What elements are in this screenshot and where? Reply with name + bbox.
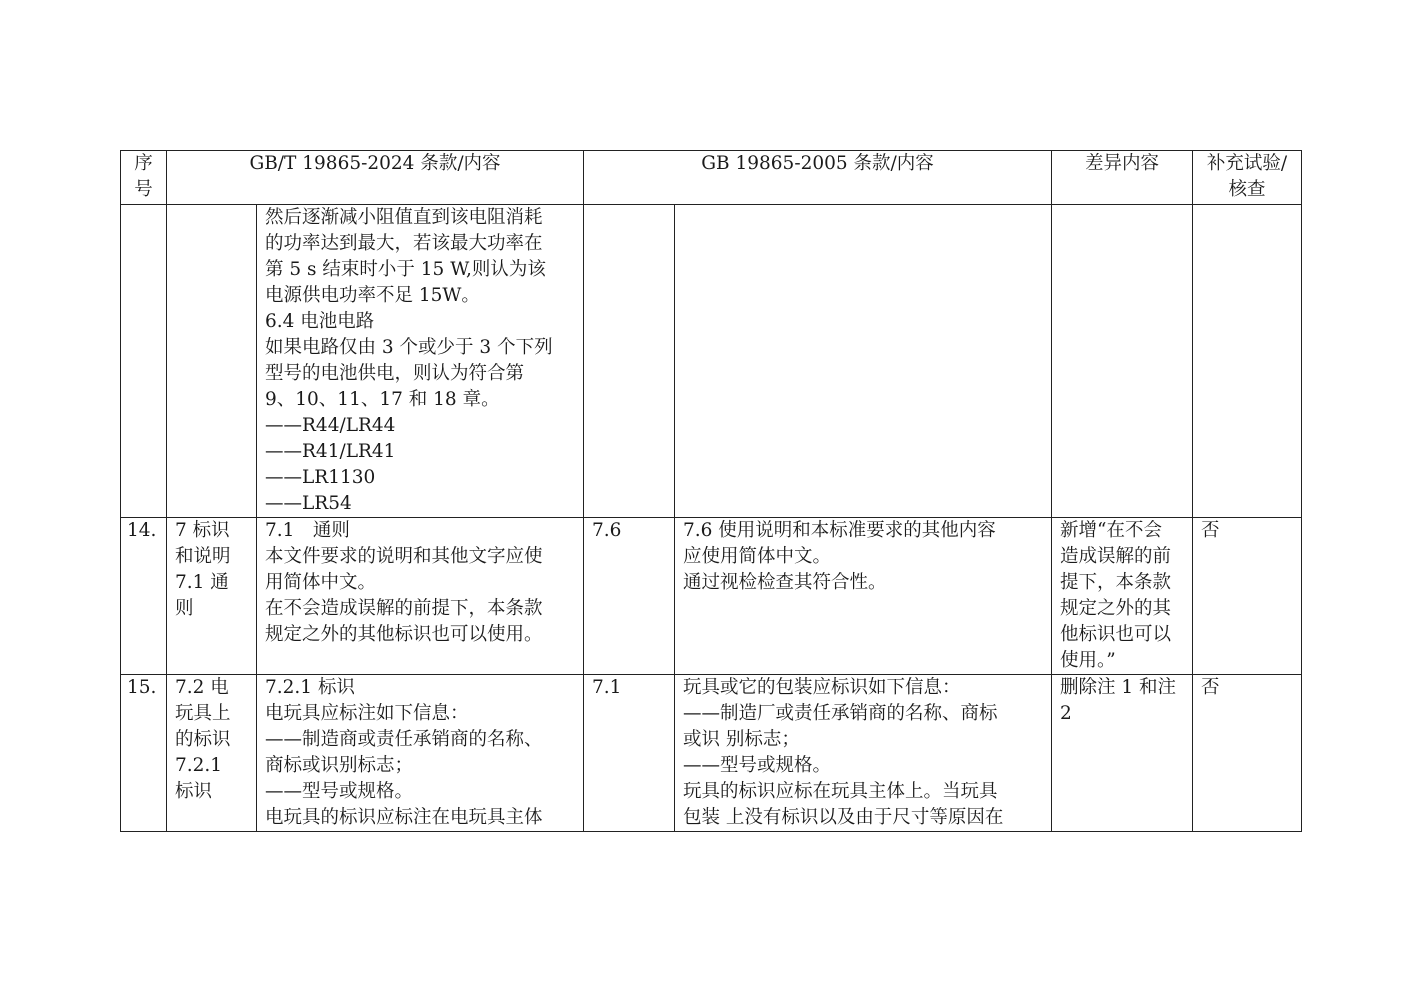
row-seq: 14. bbox=[121, 518, 167, 675]
row-new-clause: 7.2 电 玩具上 的标识 7.2.1 标识 bbox=[167, 675, 257, 832]
header-difference: 差异内容 bbox=[1052, 151, 1193, 205]
row-old-clause: 7.6 bbox=[584, 518, 675, 675]
row-old-content bbox=[675, 205, 1052, 518]
row-new-content: 7.2.1 标识 电玩具应标注如下信息： ——制造商或责任承销商的名称、 商标或识别标志； ——型号或规格。 电玩具的标识应标注在电玩具主体 bbox=[257, 675, 584, 832]
table-row bbox=[121, 518, 1302, 675]
row-seq bbox=[121, 205, 167, 518]
header-old-standard: GB 19865-2005 条款/内容 bbox=[584, 151, 1052, 205]
row-extra-check bbox=[1193, 205, 1302, 518]
row-extra-check: 否 bbox=[1193, 518, 1302, 675]
header-row bbox=[121, 151, 1302, 205]
row-new-content: 7.1 通则 本文件要求的说明和其他文字应使 用简体中文。 在不会造成误解的前提下，本条款 规定之外的其他标识也可以使用。 bbox=[257, 518, 584, 675]
row-extra-check: 否 bbox=[1193, 675, 1302, 832]
row-difference: 新增“在不会 造成误解的前 提下，本条款 规定之外的其 他标识也可以 使用。” bbox=[1052, 518, 1193, 675]
table-row bbox=[121, 205, 1302, 518]
row-old-content: 7.6 使用说明和本标准要求的其他内容 应使用简体中文。 通过视检检查其符合性。 bbox=[675, 518, 1052, 675]
row-old-content: 玩具或它的包装应标识如下信息： ——制造厂或责任承销商的名称、商标 或识 别标志； ——型号或规格。 玩具的标识应标在玩具主体上。当玩具 包装 上没有标识以及由于尺寸等原因在 bbox=[675, 675, 1052, 832]
table-row bbox=[121, 675, 1302, 832]
header-seq: 序 号 bbox=[121, 151, 167, 205]
row-new-clause bbox=[167, 205, 257, 518]
row-seq: 15. bbox=[121, 675, 167, 832]
row-new-clause: 7 标识 和说明 7.1 通 则 bbox=[167, 518, 257, 675]
comparison-table bbox=[120, 150, 1302, 832]
row-difference bbox=[1052, 205, 1193, 518]
row-difference: 删除注 1 和注 2 bbox=[1052, 675, 1193, 832]
row-old-clause bbox=[584, 205, 675, 518]
row-new-content: 然后逐渐减小阻值直到该电阻消耗 的功率达到最大，若该最大功率在 第 5 s 结束时小于 15 W,则认为该 电源供电功率不足 15W。 6.4 电池电路 如果电路仅由 3 个或少于 3 个下列 型号的电池供电，则认为符合第 9、10、11、17 和 18 章。 ——R44/LR44 ——R41/LR41 ——LR1130 ——LR54 bbox=[257, 205, 584, 518]
header-new-standard: GB/T 19865-2024 条款/内容 bbox=[167, 151, 584, 205]
row-old-clause: 7.1 bbox=[584, 675, 675, 832]
header-extra-check: 补充试验/ 核查 bbox=[1193, 151, 1302, 205]
